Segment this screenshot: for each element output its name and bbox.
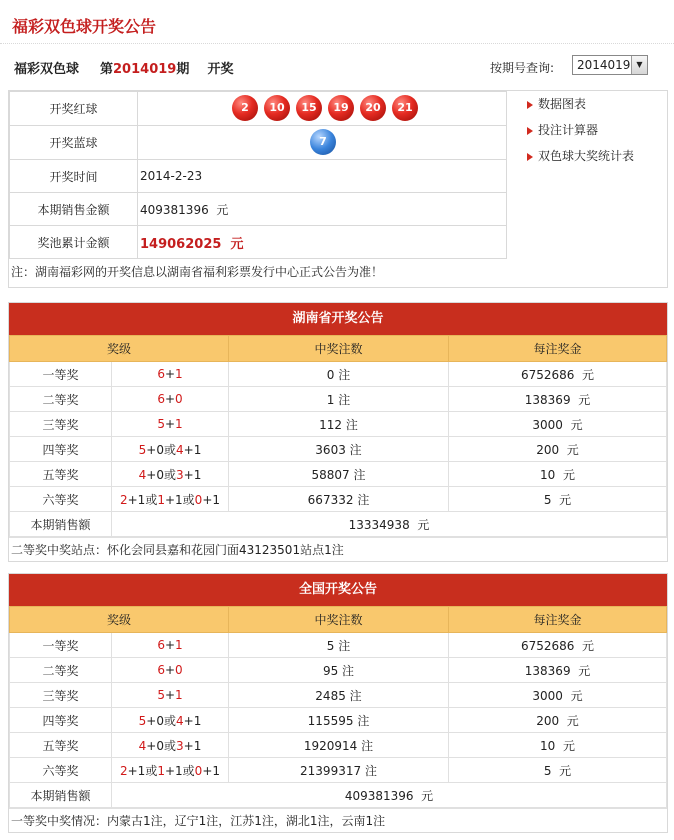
side-links [527,95,634,173]
prize-rule [112,633,229,658]
rule-part: + [164,638,176,652]
prize-value: 5 [543,492,552,507]
arrow-right-icon [527,153,533,161]
rule-part: +1 [183,467,202,482]
prize-rule [112,362,229,387]
sales-label: 本期销售额 [10,512,112,537]
prize-level: 六等奖 [10,758,112,783]
sales-amount: 409381396 [140,202,209,217]
draw-info-table [9,91,507,259]
issue-bar [0,52,674,82]
column-header: 奖级 [10,336,229,362]
rule-part: + [164,688,176,702]
prize-rule [112,683,229,708]
query-label: 按期号查询: [490,61,555,75]
count-value: 58807 [311,467,350,482]
prize-level: 二等奖 [10,658,112,683]
red-balls [140,92,506,125]
prize-value: 200 [536,713,560,728]
hunan-prize-table [9,335,667,537]
table-row [10,437,667,462]
sales-label: 本期销售金额 [10,193,138,226]
prize-rule [112,462,229,487]
winner-count [229,733,449,758]
sales-total [112,512,667,537]
blue-ball: 7 [310,129,336,155]
national-title: 全国开奖公告 [9,574,667,606]
rule-part: +1 [183,738,202,753]
pool-value [138,226,507,259]
prize-rule [112,437,229,462]
open-label: 开奖 [207,62,234,77]
red-ball: 20 [360,95,386,121]
count-unit: 注 [349,442,362,457]
rule-part: +1或 [164,492,195,507]
rule-part: 4 [176,442,184,457]
column-header: 中奖注数 [229,336,449,362]
prize-amount [449,362,667,387]
prize-level: 二等奖 [10,387,112,412]
sales-label: 本期销售额 [10,783,112,808]
prize-rule [112,658,229,683]
sales-amount: 409381396 [344,788,414,803]
money-unit: 元 [562,738,575,753]
red-ball: 21 [392,95,418,121]
sales-row [10,783,667,808]
table-row [10,462,667,487]
prize-value: 6752686 [520,367,575,382]
rule-part: 4 [138,467,147,482]
prize-rule [112,708,229,733]
prize-amount [449,487,667,512]
prize-rule [112,733,229,758]
table-row [10,733,667,758]
rule-part: 1 [157,763,165,778]
prize-value: 10 [540,738,556,753]
prize-rule [112,412,229,437]
red-balls-label: 开奖红球 [10,92,138,126]
red-ball: 2 [232,95,258,121]
rule-part: 1 [157,492,165,507]
rule-part: +1或 [164,763,195,778]
rule-part: 3 [176,738,184,753]
rule-part: 3 [176,467,184,482]
prize-amount [449,733,667,758]
prize-level: 一等奖 [10,362,112,387]
table-header-row [10,336,667,362]
prize-value: 138369 [524,663,571,678]
rule-part: + [164,367,176,381]
national-footer: 一等奖中奖情况：内蒙古1注，辽宁1注，江苏1注，湖北1注，云南1注 [9,808,667,832]
table-row [10,658,667,683]
count-value: 0 [326,367,335,382]
rule-part: +1或 [127,763,158,778]
count-value: 112 [319,417,343,432]
arrow-right-icon [527,127,533,135]
draw-info-box [8,90,668,288]
count-unit: 注 [338,638,351,653]
money-unit: 元 [566,442,579,457]
game-name: 福彩双色球 [14,62,80,77]
table-row [10,387,667,412]
rule-part: 4 [176,713,184,728]
rule-part: +1 [183,442,202,457]
count-unit: 注 [345,417,358,432]
rule-part: +0或 [146,442,176,457]
rule-part: 1 [175,688,183,702]
prize-level: 一等奖 [10,633,112,658]
table-row [10,708,667,733]
table-row [10,758,667,783]
rule-part: 6 [157,638,165,652]
winner-count [229,758,449,783]
winner-count [229,462,449,487]
prize-value: 10 [540,467,556,482]
pool-label: 奖池累计金额 [10,226,138,259]
issue-number: 2014019 [113,62,177,77]
prize-level: 四等奖 [10,437,112,462]
rule-part: +0或 [146,713,176,728]
winner-count [229,708,449,733]
prize-rule [112,487,229,512]
winner-count [229,362,449,387]
count-unit: 注 [342,663,355,678]
table-row [10,362,667,387]
money-unit: 元 [570,417,583,432]
money-unit: 元 [559,492,572,507]
link-jackpot-stats-label: 双色球大奖统计表 [538,149,635,163]
prize-level: 五等奖 [10,462,112,487]
winner-count [229,487,449,512]
winner-count [229,683,449,708]
link-bet-calculator-label: 投注计算器 [538,123,599,137]
draw-time-label: 开奖时间 [10,160,138,193]
money-unit: 元 [578,663,591,678]
rule-part: 0 [194,763,203,778]
sales-row [10,512,667,537]
rule-part: 2 [119,763,128,778]
count-value: 3603 [315,442,346,457]
draw-time: 2014-2-23 [138,160,507,193]
count-value: 2485 [315,688,346,703]
count-unit: 注 [364,763,377,778]
sales-value [138,193,507,226]
link-jackpot-stats[interactable] [527,147,634,173]
page-title: 福彩双色球开奖公告 [12,17,157,36]
count-value: 5 [326,638,335,653]
sales-unit: 元 [216,202,229,217]
rule-part: 4 [138,738,147,753]
count-unit: 注 [357,713,370,728]
rule-part: 0 [175,392,183,406]
money-unit: 元 [559,763,572,778]
count-unit: 注 [349,688,362,703]
rule-part: + [164,663,176,677]
rule-part: 6 [157,663,165,677]
rule-part: 5 [157,417,165,431]
prize-value: 138369 [524,392,571,407]
column-header: 每注奖金 [449,607,667,633]
issue-select-value: 2014019 [577,58,631,72]
link-data-chart[interactable] [527,95,634,121]
prize-amount [449,437,667,462]
red-ball: 15 [296,95,322,121]
column-header: 每注奖金 [449,336,667,362]
count-unit: 注 [338,367,351,382]
rule-part: 5 [138,713,147,728]
count-value: 21399317 [300,763,362,778]
issue-title [100,58,233,77]
arrow-right-icon [527,101,533,109]
rule-part: + [164,417,176,431]
money-unit: 元 [570,688,583,703]
sales-total [112,783,667,808]
rule-part: +0或 [146,738,176,753]
prize-level: 六等奖 [10,487,112,512]
prize-value: 200 [536,442,560,457]
money-unit: 元 [562,467,575,482]
prize-value: 3000 [532,688,563,703]
rule-part: +1 [202,763,221,778]
rule-part: + [164,392,176,406]
sales-unit: 元 [421,788,434,803]
prize-amount [449,658,667,683]
prize-amount [449,387,667,412]
count-unit: 注 [361,738,374,753]
rule-part: 5 [157,688,165,702]
prize-level: 五等奖 [10,733,112,758]
rule-part: 1 [175,367,183,381]
sales-amount: 13334938 [348,517,410,532]
page-header [0,0,674,44]
prize-rule [112,758,229,783]
money-unit: 元 [582,638,595,653]
count-unit: 注 [357,492,370,507]
rule-part: +0或 [146,467,176,482]
rule-part: 0 [175,663,183,677]
winner-count [229,633,449,658]
winner-count [229,387,449,412]
issue-suffix: 期 [176,62,190,77]
table-row [10,487,667,512]
issue-select[interactable] [572,55,648,75]
prize-amount [449,633,667,658]
red-ball: 10 [264,95,290,121]
rule-part: 2 [119,492,128,507]
rule-part: 5 [138,442,147,457]
table-row [10,683,667,708]
prize-amount [449,683,667,708]
winner-count [229,658,449,683]
hunan-section [8,302,668,562]
count-value: 1 [326,392,335,407]
disclaimer-note: 注：湖南福彩网的开奖信息以湖南省福利彩票发行中心正式公告为准！ [11,265,384,279]
money-unit: 元 [566,713,579,728]
blue-balls [140,126,506,159]
count-value: 115595 [307,713,354,728]
prize-value: 6752686 [520,638,575,653]
pool-amount: 149062025 [140,236,222,252]
rule-part: 0 [194,492,203,507]
prize-level: 三等奖 [10,683,112,708]
hunan-title: 湖南省开奖公告 [9,303,667,335]
count-value: 1920914 [303,738,358,753]
winner-count [229,437,449,462]
rule-part: +1或 [127,492,158,507]
column-header: 奖级 [10,607,229,633]
rule-part: 1 [175,638,183,652]
national-prize-table [9,606,667,808]
national-section [8,573,668,833]
blue-ball-label: 开奖蓝球 [10,126,138,160]
chevron-down-icon[interactable]: ▼ [631,56,647,74]
issue-prefix: 第 [100,62,114,77]
count-unit: 注 [338,392,351,407]
table-row [10,412,667,437]
column-header: 中奖注数 [229,607,449,633]
pool-unit: 元 [230,236,244,252]
prize-value: 3000 [532,417,563,432]
count-value: 667332 [307,492,354,507]
hunan-footer: 二等奖中奖站点：怀化会同县嘉和花园门面43123501站点1注 [9,537,667,561]
prize-level: 四等奖 [10,708,112,733]
rule-part: +1 [202,492,221,507]
rule-part: 6 [157,367,165,381]
link-bet-calculator[interactable] [527,121,634,147]
count-unit: 注 [353,467,366,482]
prize-value: 5 [543,763,552,778]
prize-amount [449,412,667,437]
prize-level: 三等奖 [10,412,112,437]
prize-amount [449,708,667,733]
table-row [10,633,667,658]
money-unit: 元 [578,392,591,407]
rule-part: +1 [183,713,202,728]
winner-count [229,412,449,437]
sales-unit: 元 [417,517,430,532]
count-value: 95 [322,663,339,678]
table-header-row [10,607,667,633]
rule-part: 6 [157,392,165,406]
rule-part: 1 [175,417,183,431]
prize-amount [449,462,667,487]
prize-rule [112,387,229,412]
red-ball: 19 [328,95,354,121]
prize-amount [449,758,667,783]
link-data-chart-label: 数据图表 [538,97,587,111]
money-unit: 元 [582,367,595,382]
